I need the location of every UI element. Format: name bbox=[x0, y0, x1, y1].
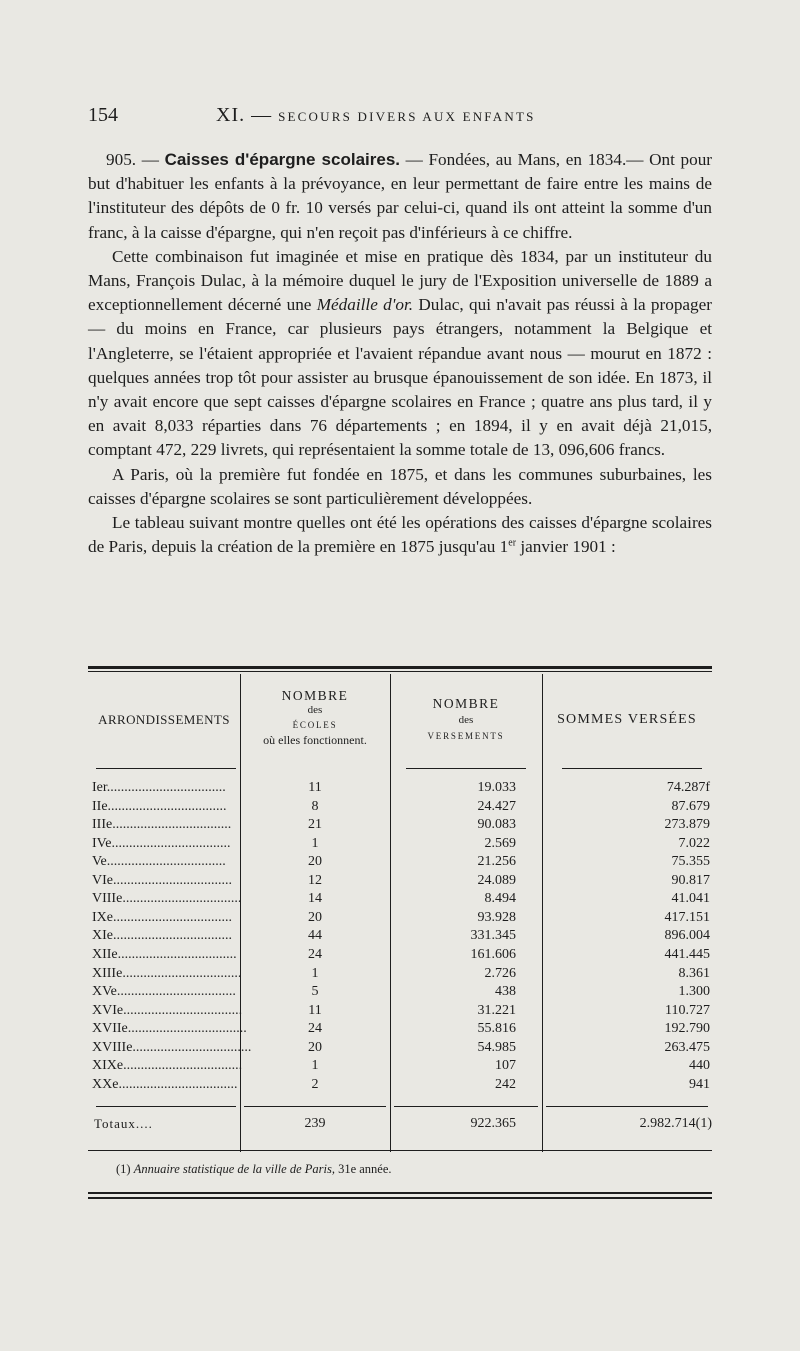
cell-arrondissement-wrap bbox=[92, 984, 234, 1000]
cell-arrondissement: XVe bbox=[92, 984, 117, 1000]
cell-versements: 55.816 bbox=[477, 1021, 516, 1037]
footnote-edition: 31e année. bbox=[338, 1162, 392, 1176]
cell-arrondissement-wrap bbox=[92, 946, 237, 963]
dot-leader: .................................. bbox=[113, 872, 232, 888]
cell-versements: 54.985 bbox=[477, 1039, 516, 1055]
total-rule-1 bbox=[96, 1106, 236, 1107]
cell-arrondissement-wrap bbox=[92, 817, 234, 833]
header-versements bbox=[390, 696, 542, 744]
table-row bbox=[88, 910, 712, 928]
dot-leader: .................................. bbox=[112, 817, 232, 833]
chapter-title: SECOURS DIVERS AUX ENFANTS bbox=[278, 109, 536, 124]
cell-ecoles: 14 bbox=[308, 891, 322, 907]
cell-versements: 107 bbox=[495, 1058, 516, 1074]
cell-versements: 8.494 bbox=[484, 891, 516, 907]
cell-ecoles: 1 bbox=[311, 1058, 319, 1074]
cell-ecoles: 24 bbox=[308, 946, 322, 962]
table-row bbox=[88, 1058, 712, 1076]
table-row bbox=[88, 1021, 712, 1039]
dot-leader: .................................. bbox=[107, 798, 227, 814]
table-row bbox=[88, 891, 712, 909]
table-row bbox=[88, 836, 712, 854]
cell-arrondissement: XXe bbox=[92, 1076, 119, 1092]
table-row bbox=[88, 854, 712, 872]
header-underline-3 bbox=[406, 768, 526, 769]
dot-leader: .................................. bbox=[118, 1076, 238, 1092]
cell-arrondissement: IIe bbox=[92, 798, 108, 814]
cell-sommes: 896.004 bbox=[664, 928, 710, 944]
cell-sommes: 417.151 bbox=[664, 909, 710, 925]
cell-arrondissement: XIe bbox=[92, 928, 113, 944]
cell-sommes: 441.445 bbox=[664, 946, 710, 962]
cell-versements: 2.726 bbox=[484, 965, 516, 981]
paragraph-4 bbox=[88, 511, 712, 559]
dot-leader: .................................. bbox=[111, 835, 231, 851]
header-underline-1 bbox=[96, 768, 236, 769]
totals-ecoles: 239 bbox=[304, 1116, 326, 1131]
cell-arrondissement: Ve bbox=[92, 854, 107, 870]
cell-arrondissement-wrap bbox=[92, 891, 242, 907]
paragraph-3: A Paris, où la première fut fondée en 1875, et dans les communes suburbaines, les caisses d'épargne scolaires se sont particulièrement développées. bbox=[88, 464, 712, 508]
paragraph-1 bbox=[88, 148, 712, 245]
header-ecoles-bottom: où elles fonctionnent. bbox=[263, 733, 367, 747]
cell-ecoles: 20 bbox=[308, 1039, 322, 1055]
paragraph-2 bbox=[88, 245, 712, 463]
cell-versements: 438 bbox=[495, 984, 516, 1000]
cell-sommes: 41.041 bbox=[671, 891, 710, 907]
cell-arrondissement: Ier bbox=[92, 780, 107, 795]
cell-ecoles: 1 bbox=[311, 965, 319, 981]
table-row bbox=[88, 780, 712, 798]
total-rule-4 bbox=[546, 1106, 708, 1107]
cell-arrondissement-wrap bbox=[92, 799, 234, 815]
table-row bbox=[88, 799, 712, 817]
header-ecoles-des: des bbox=[307, 704, 323, 716]
cell-versements: 21.256 bbox=[477, 854, 516, 870]
cell-ecoles: 20 bbox=[308, 854, 322, 870]
cell-sommes: 7.022 bbox=[678, 835, 710, 851]
table-row bbox=[88, 947, 712, 965]
cell-arrondissement: XIXe bbox=[92, 1058, 124, 1074]
cell-sommes: 941 bbox=[689, 1076, 710, 1092]
cell-sommes: 273.879 bbox=[664, 817, 710, 833]
cell-arrondissement: IXe bbox=[92, 909, 113, 925]
table-row bbox=[88, 984, 712, 1002]
cell-sommes: 1.300 bbox=[678, 984, 710, 1000]
cell-arrondissement: XVIe bbox=[92, 1002, 124, 1018]
paragraph-2-text-b: Dulac, qui n'avait pas réussi à la propager — du moins en France, car plusieurs pays étrangers, notamment la Belgique et l'Angleterre, se l'étaient appropriée et l'avaient répandue avant nous — mourut en 1872 : quelques années trop tôt pour assister au brusque épanouissement de son idée. En 1873, il n'y avait encore que sept caisses d'épargne scolaires en France ; quatre ans plus tard, il y en avait 8,033 réparties dans 76 départements ; en 1894, il y en avait déjà 21,015, comptant 472, 229 livrets, qui représentaient la somme totale de 13, 096,606 francs. bbox=[88, 295, 713, 460]
chapter-numeral: XI. — bbox=[216, 104, 273, 126]
header-ecoles bbox=[240, 688, 390, 748]
dot-leader: .................................. bbox=[127, 1021, 247, 1037]
section-number: 905. — bbox=[106, 150, 159, 169]
header-versements-bottom: VERSEMENTS bbox=[427, 731, 505, 741]
totals-row bbox=[88, 1116, 712, 1136]
table-row bbox=[88, 1003, 712, 1021]
dot-leader: .................................. bbox=[113, 928, 232, 944]
paragraph-4-text-b: janvier 1901 : bbox=[516, 537, 616, 557]
dot-leader: .................................. bbox=[117, 946, 237, 962]
header-sommes: SOMMES VERSÉES bbox=[557, 712, 697, 727]
cell-versements: 93.928 bbox=[477, 909, 516, 925]
cell-sommes: 75.355 bbox=[671, 854, 710, 870]
cell-versements: 19.033 bbox=[477, 780, 516, 795]
dot-leader: .................................. bbox=[122, 891, 242, 907]
cell-versements: 31.221 bbox=[477, 1002, 516, 1018]
dot-leader: .................................. bbox=[122, 965, 242, 981]
totals-label: Totaux.... bbox=[94, 1116, 153, 1131]
cell-ecoles: 8 bbox=[311, 798, 319, 814]
table-row bbox=[88, 966, 712, 984]
total-rule-3 bbox=[394, 1106, 538, 1107]
cell-versements: 242 bbox=[495, 1076, 516, 1092]
totals-sommes: 2.982.714(1) bbox=[639, 1116, 712, 1131]
cell-versements: 90.083 bbox=[477, 817, 516, 833]
cell-arrondissement: XVIIe bbox=[92, 1021, 128, 1037]
cell-arrondissement: XIIIe bbox=[92, 965, 123, 981]
cell-versements: 161.606 bbox=[470, 946, 516, 962]
cell-arrondissement: XIIe bbox=[92, 946, 118, 962]
total-rule-2 bbox=[244, 1106, 386, 1107]
header-versements-des: des bbox=[458, 714, 474, 726]
cell-arrondissement-wrap bbox=[92, 873, 234, 889]
table-row bbox=[88, 873, 712, 891]
cell-arrondissement-wrap bbox=[92, 1039, 252, 1056]
header-ecoles-top: NOMBRE bbox=[281, 688, 349, 703]
cell-arrondissement-wrap bbox=[92, 836, 234, 852]
cell-arrondissement: VIe bbox=[92, 872, 113, 888]
page-number: 154 bbox=[88, 104, 118, 126]
footnote-text: Annuaire statistique de la ville de Paris, bbox=[133, 1162, 335, 1176]
cell-versements: 2.569 bbox=[484, 835, 516, 851]
header-underline-4 bbox=[562, 768, 702, 769]
footnote bbox=[116, 1162, 392, 1177]
cell-sommes: 90.817 bbox=[671, 872, 710, 888]
dot-leader: .................................. bbox=[113, 909, 232, 925]
cell-ecoles: 21 bbox=[308, 817, 322, 833]
cell-sommes: 74.287f bbox=[666, 780, 710, 795]
header-arrondissements: ARRONDISSEMENTS bbox=[98, 712, 230, 727]
cell-arrondissement-wrap bbox=[92, 854, 234, 870]
section-title: Caisses d'épargne scolaires. bbox=[164, 150, 400, 169]
cell-ecoles: 1 bbox=[311, 835, 319, 851]
cell-sommes: 192.790 bbox=[664, 1021, 710, 1037]
footnote-marker: (1) bbox=[116, 1162, 131, 1176]
page-bottom-rule bbox=[88, 1192, 712, 1194]
cell-arrondissement: XVIIIe bbox=[92, 1039, 133, 1055]
chapter-heading bbox=[216, 104, 536, 127]
cell-arrondissement: IIIe bbox=[92, 817, 113, 833]
medal-italic: Médaille d'or. bbox=[316, 295, 414, 315]
table-row bbox=[88, 1040, 712, 1058]
totals-versements: 922.365 bbox=[470, 1116, 516, 1131]
dot-leader: .................................. bbox=[123, 1002, 243, 1018]
cell-arrondissement-wrap bbox=[92, 1076, 238, 1093]
dot-leader: .................................. bbox=[106, 854, 226, 870]
table-row bbox=[88, 1077, 712, 1095]
cell-ecoles: 12 bbox=[308, 872, 322, 888]
cell-ecoles: 44 bbox=[308, 928, 322, 944]
cell-ecoles: 20 bbox=[308, 909, 322, 925]
savings-table bbox=[88, 668, 712, 1148]
cell-sommes: 8.361 bbox=[678, 965, 710, 981]
cell-arrondissement-wrap bbox=[92, 780, 234, 796]
superscript-er: er bbox=[508, 537, 517, 549]
cell-arrondissement-wrap bbox=[92, 1021, 247, 1037]
cell-versements: 331.345 bbox=[470, 928, 516, 944]
table-row bbox=[88, 928, 712, 946]
cell-sommes: 263.475 bbox=[664, 1039, 710, 1055]
table-row bbox=[88, 817, 712, 835]
dot-leader: .................................. bbox=[123, 1058, 243, 1074]
cell-arrondissement: IVe bbox=[92, 835, 112, 851]
cell-sommes: 440 bbox=[689, 1058, 710, 1074]
cell-arrondissement-wrap bbox=[92, 1002, 243, 1019]
running-header bbox=[88, 104, 712, 134]
paragraph-2-text-a: Cette combinaison fut imaginée et mise en pratique dès 1834, par un instituteur du Mans, François Dulac, à la mémoire duquel le jury de l'Exposition universelle de 1889 a exceptionnellement décerné une bbox=[88, 246, 712, 315]
dot-leader: .................................. bbox=[116, 984, 236, 1000]
cell-ecoles: 11 bbox=[308, 1002, 322, 1018]
header-versements-top: NOMBRE bbox=[432, 696, 500, 711]
cell-ecoles: 11 bbox=[308, 780, 322, 795]
cell-versements: 24.427 bbox=[477, 798, 516, 814]
cell-ecoles: 5 bbox=[311, 984, 319, 1000]
header-ecoles-mid: ÉCOLES bbox=[292, 720, 338, 730]
cell-ecoles: 24 bbox=[308, 1021, 322, 1037]
cell-sommes: 87.679 bbox=[671, 798, 710, 814]
paragraph-4-text-a: Le tableau suivant montre quelles ont été les opérations des caisses d'épargne scolaires de Paris, depuis la création de la première en 1875 jusqu'au 1 bbox=[88, 513, 712, 557]
paragraph-1-text: — Fondées, au Mans, en 1834.— Ont pour but d'habituer les enfants à la prévoyance, en leur permettant de faire entre les mains de l'instituteur des dépôts de 0 fr. 10 versés par celui-ci, quand ils ont atteint la somme d'un franc, à la caisse d'épargne, qui n'en reçoit pas d'inférieurs à ce chiffre. bbox=[88, 150, 713, 242]
cell-arrondissement: VIIIe bbox=[92, 891, 123, 907]
dot-leader: .................................. bbox=[106, 780, 226, 795]
table-bottom-rule bbox=[88, 1150, 712, 1151]
body-text bbox=[88, 148, 712, 559]
cell-arrondissement-wrap bbox=[92, 910, 234, 926]
cell-arrondissement-wrap bbox=[92, 965, 242, 982]
page-bottom-rule-2 bbox=[88, 1197, 712, 1199]
cell-versements: 24.089 bbox=[477, 872, 516, 888]
dot-leader: .................................. bbox=[132, 1039, 252, 1055]
cell-arrondissement-wrap bbox=[92, 1058, 243, 1074]
cell-sommes: 110.727 bbox=[665, 1002, 710, 1018]
cell-ecoles: 2 bbox=[311, 1076, 319, 1092]
cell-arrondissement-wrap bbox=[92, 928, 234, 944]
